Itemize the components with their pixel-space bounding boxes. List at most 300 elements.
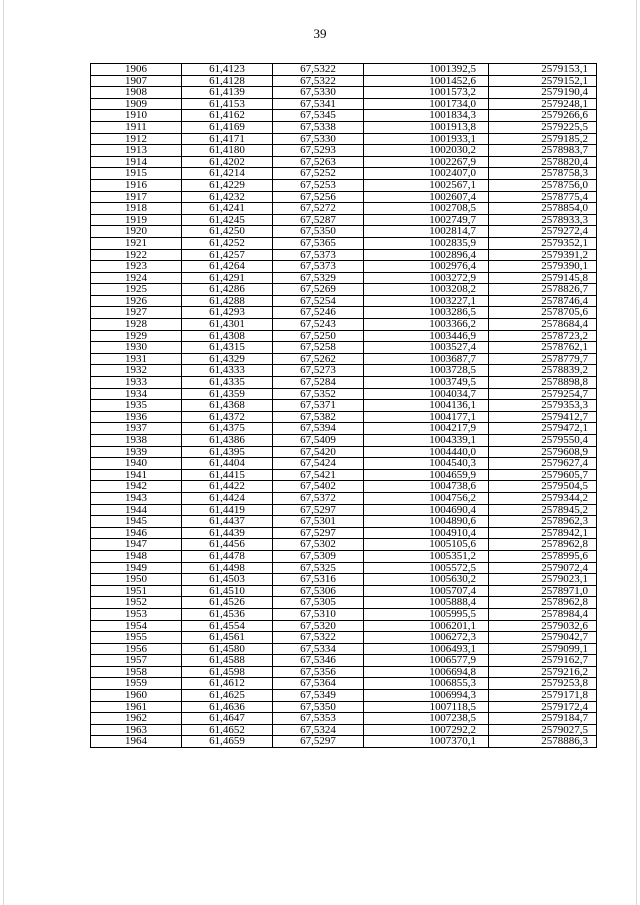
table-row: [91, 446, 597, 458]
x-coordinate-cell: 1004540,3: [364, 458, 489, 470]
x-coordinate-cell: 1003227,1: [364, 295, 489, 307]
x-coordinate-cell: 1005351,2: [364, 550, 489, 562]
point-number-cell: 1922: [91, 249, 182, 261]
longitude-cell: 67,5394: [273, 423, 364, 435]
y-coordinate-cell: 2579627,4: [489, 458, 597, 470]
x-coordinate-cell: 1007118,5: [364, 701, 489, 713]
table-row: [91, 562, 597, 574]
table-row: [91, 608, 597, 620]
point-number-cell: 1919: [91, 214, 182, 226]
x-coordinate-cell: 1003728,5: [364, 365, 489, 377]
longitude-cell: 67,5309: [273, 550, 364, 562]
longitude-cell: 67,5341: [273, 98, 364, 110]
y-coordinate-cell: 2578945,2: [489, 504, 597, 516]
latitude-cell: 61,4580: [182, 643, 273, 655]
longitude-cell: 67,5322: [273, 75, 364, 87]
table-row: [91, 492, 597, 504]
y-coordinate-cell: 2579152,1: [489, 75, 597, 87]
longitude-cell: 67,5254: [273, 295, 364, 307]
x-coordinate-cell: 1001452,6: [364, 75, 489, 87]
point-number-cell: 1927: [91, 307, 182, 319]
point-number-cell: 1953: [91, 608, 182, 620]
table-row: [91, 632, 597, 644]
x-coordinate-cell: 1006272,3: [364, 632, 489, 644]
longitude-cell: 67,5330: [273, 87, 364, 99]
point-number-cell: 1908: [91, 87, 182, 99]
x-coordinate-cell: 1003527,4: [364, 342, 489, 354]
latitude-cell: 61,4315: [182, 342, 273, 354]
latitude-cell: 61,4498: [182, 562, 273, 574]
point-number-cell: 1918: [91, 203, 182, 215]
y-coordinate-cell: 2578723,2: [489, 330, 597, 342]
x-coordinate-cell: 1002267,9: [364, 156, 489, 168]
longitude-cell: 67,5253: [273, 179, 364, 191]
table-row: [91, 620, 597, 632]
y-coordinate-cell: 2579352,1: [489, 237, 597, 249]
y-coordinate-cell: 2578962,8: [489, 539, 597, 551]
y-coordinate-cell: 2579353,3: [489, 400, 597, 412]
y-coordinate-cell: 2578962,3: [489, 516, 597, 528]
longitude-cell: 67,5243: [273, 319, 364, 331]
y-coordinate-cell: 2578762,1: [489, 342, 597, 354]
point-number-cell: 1929: [91, 330, 182, 342]
latitude-cell: 61,4561: [182, 632, 273, 644]
latitude-cell: 61,4171: [182, 133, 273, 145]
point-number-cell: 1954: [91, 620, 182, 632]
longitude-cell: 67,5297: [273, 504, 364, 516]
longitude-cell: 67,5324: [273, 724, 364, 736]
y-coordinate-cell: 2579032,6: [489, 620, 597, 632]
table-row: [91, 319, 597, 331]
y-coordinate-cell: 2579225,5: [489, 121, 597, 133]
table-row: [91, 377, 597, 389]
longitude-cell: 67,5320: [273, 620, 364, 632]
x-coordinate-cell: 1002708,5: [364, 203, 489, 215]
longitude-cell: 67,5352: [273, 388, 364, 400]
point-number-cell: 1940: [91, 458, 182, 470]
table-row: [91, 527, 597, 539]
latitude-cell: 61,4286: [182, 284, 273, 296]
x-coordinate-cell: 1004177,1: [364, 411, 489, 423]
y-coordinate-cell: 2579344,2: [489, 492, 597, 504]
y-coordinate-cell: 2579027,5: [489, 724, 597, 736]
longitude-cell: 67,5250: [273, 330, 364, 342]
x-coordinate-cell: 1005888,4: [364, 597, 489, 609]
y-coordinate-cell: 2578995,6: [489, 550, 597, 562]
table-row: [91, 64, 597, 76]
latitude-cell: 61,4372: [182, 411, 273, 423]
x-coordinate-cell: 1001933,1: [364, 133, 489, 145]
coordinates-table-container: [90, 63, 589, 748]
x-coordinate-cell: 1007370,1: [364, 736, 489, 748]
x-coordinate-cell: 1005630,2: [364, 574, 489, 586]
latitude-cell: 61,4368: [182, 400, 273, 412]
y-coordinate-cell: 2579272,4: [489, 226, 597, 238]
x-coordinate-cell: 1006694,8: [364, 666, 489, 678]
table-row: [91, 690, 597, 702]
y-coordinate-cell: 2579550,4: [489, 435, 597, 447]
table-row: [91, 168, 597, 180]
latitude-cell: 61,4437: [182, 516, 273, 528]
x-coordinate-cell: 1005105,6: [364, 539, 489, 551]
y-coordinate-cell: 2578898,8: [489, 377, 597, 389]
table-row: [91, 655, 597, 667]
y-coordinate-cell: 2578758,3: [489, 168, 597, 180]
point-number-cell: 1958: [91, 666, 182, 678]
table-row: [91, 307, 597, 319]
point-number-cell: 1945: [91, 516, 182, 528]
latitude-cell: 61,4291: [182, 272, 273, 284]
x-coordinate-cell: 1005572,5: [364, 562, 489, 574]
table-row: [91, 295, 597, 307]
y-coordinate-cell: 2579504,5: [489, 481, 597, 493]
point-number-cell: 1948: [91, 550, 182, 562]
table-row: [91, 261, 597, 273]
y-coordinate-cell: 2579390,1: [489, 261, 597, 273]
x-coordinate-cell: 1001734,0: [364, 98, 489, 110]
y-coordinate-cell: 2579253,8: [489, 678, 597, 690]
x-coordinate-cell: 1006577,9: [364, 655, 489, 667]
x-coordinate-cell: 1006201,1: [364, 620, 489, 632]
latitude-cell: 61,4139: [182, 87, 273, 99]
y-coordinate-cell: 2578756,0: [489, 179, 597, 191]
page-edge-right: [636, 0, 637, 905]
longitude-cell: 67,5306: [273, 585, 364, 597]
x-coordinate-cell: 1005995,5: [364, 608, 489, 620]
table-row: [91, 435, 597, 447]
point-number-cell: 1938: [91, 435, 182, 447]
table-body: [91, 64, 597, 748]
latitude-cell: 61,4169: [182, 121, 273, 133]
y-coordinate-cell: 2579254,7: [489, 388, 597, 400]
point-number-cell: 1959: [91, 678, 182, 690]
y-coordinate-cell: 2578779,7: [489, 353, 597, 365]
latitude-cell: 61,4503: [182, 574, 273, 586]
table-row: [91, 469, 597, 481]
point-number-cell: 1944: [91, 504, 182, 516]
latitude-cell: 61,4333: [182, 365, 273, 377]
table-row: [91, 98, 597, 110]
y-coordinate-cell: 2579072,4: [489, 562, 597, 574]
table-row: [91, 411, 597, 423]
point-number-cell: 1937: [91, 423, 182, 435]
y-coordinate-cell: 2579145,8: [489, 272, 597, 284]
y-coordinate-cell: 2579184,7: [489, 713, 597, 725]
y-coordinate-cell: 2578854,0: [489, 203, 597, 215]
table-row: [91, 585, 597, 597]
latitude-cell: 61,4424: [182, 492, 273, 504]
longitude-cell: 67,5287: [273, 214, 364, 226]
x-coordinate-cell: 1001573,2: [364, 87, 489, 99]
x-coordinate-cell: 1003446,9: [364, 330, 489, 342]
longitude-cell: 67,5334: [273, 643, 364, 655]
latitude-cell: 61,4229: [182, 179, 273, 191]
table-row: [91, 539, 597, 551]
point-number-cell: 1956: [91, 643, 182, 655]
longitude-cell: 67,5305: [273, 597, 364, 609]
point-number-cell: 1925: [91, 284, 182, 296]
table-row: [91, 550, 597, 562]
latitude-cell: 61,4250: [182, 226, 273, 238]
y-coordinate-cell: 2579216,2: [489, 666, 597, 678]
point-number-cell: 1961: [91, 701, 182, 713]
longitude-cell: 67,5256: [273, 191, 364, 203]
latitude-cell: 61,4456: [182, 539, 273, 551]
longitude-cell: 67,5316: [273, 574, 364, 586]
longitude-cell: 67,5269: [273, 284, 364, 296]
point-number-cell: 1916: [91, 179, 182, 191]
latitude-cell: 61,4252: [182, 237, 273, 249]
latitude-cell: 61,4153: [182, 98, 273, 110]
longitude-cell: 67,5330: [273, 133, 364, 145]
latitude-cell: 61,4293: [182, 307, 273, 319]
longitude-cell: 67,5371: [273, 400, 364, 412]
y-coordinate-cell: 2578933,3: [489, 214, 597, 226]
y-coordinate-cell: 2578826,7: [489, 284, 597, 296]
table-row: [91, 504, 597, 516]
longitude-cell: 67,5310: [273, 608, 364, 620]
point-number-cell: 1932: [91, 365, 182, 377]
latitude-cell: 61,4536: [182, 608, 273, 620]
x-coordinate-cell: 1006855,3: [364, 678, 489, 690]
y-coordinate-cell: 2579153,1: [489, 64, 597, 76]
longitude-cell: 67,5301: [273, 516, 364, 528]
point-number-cell: 1928: [91, 319, 182, 331]
latitude-cell: 61,4659: [182, 736, 273, 748]
x-coordinate-cell: 1004690,4: [364, 504, 489, 516]
latitude-cell: 61,4180: [182, 145, 273, 157]
longitude-cell: 67,5322: [273, 64, 364, 76]
table-row: [91, 179, 597, 191]
x-coordinate-cell: 1004756,2: [364, 492, 489, 504]
x-coordinate-cell: 1004659,9: [364, 469, 489, 481]
latitude-cell: 61,4625: [182, 690, 273, 702]
latitude-cell: 61,4652: [182, 724, 273, 736]
y-coordinate-cell: 2579042,7: [489, 632, 597, 644]
table-row: [91, 342, 597, 354]
table-row: [91, 87, 597, 99]
latitude-cell: 61,4526: [182, 597, 273, 609]
x-coordinate-cell: 1004217,9: [364, 423, 489, 435]
latitude-cell: 61,4375: [182, 423, 273, 435]
table-row: [91, 400, 597, 412]
table-row: [91, 574, 597, 586]
latitude-cell: 61,4245: [182, 214, 273, 226]
latitude-cell: 61,4386: [182, 435, 273, 447]
point-number-cell: 1957: [91, 655, 182, 667]
point-number-cell: 1942: [91, 481, 182, 493]
table-row: [91, 365, 597, 377]
x-coordinate-cell: 1003208,2: [364, 284, 489, 296]
y-coordinate-cell: 2578839,2: [489, 365, 597, 377]
latitude-cell: 61,4419: [182, 504, 273, 516]
point-number-cell: 1933: [91, 377, 182, 389]
y-coordinate-cell: 2579162,7: [489, 655, 597, 667]
y-coordinate-cell: 2579190,4: [489, 87, 597, 99]
longitude-cell: 67,5293: [273, 145, 364, 157]
point-number-cell: 1950: [91, 574, 182, 586]
longitude-cell: 67,5409: [273, 435, 364, 447]
x-coordinate-cell: 1002030,2: [364, 145, 489, 157]
table-row: [91, 678, 597, 690]
latitude-cell: 61,4241: [182, 203, 273, 215]
longitude-cell: 67,5349: [273, 690, 364, 702]
point-number-cell: 1964: [91, 736, 182, 748]
table-row: [91, 75, 597, 87]
longitude-cell: 67,5302: [273, 539, 364, 551]
y-coordinate-cell: 2578705,6: [489, 307, 597, 319]
x-coordinate-cell: 1002407,0: [364, 168, 489, 180]
y-coordinate-cell: 2578684,4: [489, 319, 597, 331]
latitude-cell: 61,4214: [182, 168, 273, 180]
x-coordinate-cell: 1007292,2: [364, 724, 489, 736]
longitude-cell: 67,5420: [273, 446, 364, 458]
latitude-cell: 61,4598: [182, 666, 273, 678]
table-row: [91, 214, 597, 226]
x-coordinate-cell: 1002607,4: [364, 191, 489, 203]
y-coordinate-cell: 2579023,1: [489, 574, 597, 586]
longitude-cell: 67,5246: [273, 307, 364, 319]
longitude-cell: 67,5338: [273, 121, 364, 133]
longitude-cell: 67,5373: [273, 261, 364, 273]
x-coordinate-cell: 1002567,1: [364, 179, 489, 191]
point-number-cell: 1934: [91, 388, 182, 400]
point-number-cell: 1941: [91, 469, 182, 481]
x-coordinate-cell: 1004339,1: [364, 435, 489, 447]
x-coordinate-cell: 1004136,1: [364, 400, 489, 412]
table-row: [91, 133, 597, 145]
x-coordinate-cell: 1003749,5: [364, 377, 489, 389]
latitude-cell: 61,4264: [182, 261, 273, 273]
point-number-cell: 1911: [91, 121, 182, 133]
x-coordinate-cell: 1004738,6: [364, 481, 489, 493]
longitude-cell: 67,5297: [273, 527, 364, 539]
longitude-cell: 67,5272: [273, 203, 364, 215]
point-number-cell: 1962: [91, 713, 182, 725]
longitude-cell: 67,5258: [273, 342, 364, 354]
page-edge-left: [3, 0, 4, 905]
table-row: [91, 156, 597, 168]
table-row: [91, 226, 597, 238]
y-coordinate-cell: 2579248,1: [489, 98, 597, 110]
table-row: [91, 284, 597, 296]
y-coordinate-cell: 2578820,4: [489, 156, 597, 168]
point-number-cell: 1930: [91, 342, 182, 354]
table-row: [91, 388, 597, 400]
x-coordinate-cell: 1002976,4: [364, 261, 489, 273]
latitude-cell: 61,4612: [182, 678, 273, 690]
x-coordinate-cell: 1003366,2: [364, 319, 489, 331]
point-number-cell: 1910: [91, 110, 182, 122]
latitude-cell: 61,4478: [182, 550, 273, 562]
table-row: [91, 701, 597, 713]
longitude-cell: 67,5252: [273, 168, 364, 180]
y-coordinate-cell: 2579608,9: [489, 446, 597, 458]
latitude-cell: 61,4415: [182, 469, 273, 481]
longitude-cell: 67,5364: [273, 678, 364, 690]
point-number-cell: 1963: [91, 724, 182, 736]
longitude-cell: 67,5350: [273, 701, 364, 713]
latitude-cell: 61,4510: [182, 585, 273, 597]
latitude-cell: 61,4395: [182, 446, 273, 458]
longitude-cell: 67,5262: [273, 353, 364, 365]
y-coordinate-cell: 2579391,2: [489, 249, 597, 261]
y-coordinate-cell: 2579172,4: [489, 701, 597, 713]
longitude-cell: 67,5402: [273, 481, 364, 493]
y-coordinate-cell: 2579472,1: [489, 423, 597, 435]
latitude-cell: 61,4422: [182, 481, 273, 493]
table-row: [91, 713, 597, 725]
longitude-cell: 67,5345: [273, 110, 364, 122]
point-number-cell: 1936: [91, 411, 182, 423]
latitude-cell: 61,4257: [182, 249, 273, 261]
point-number-cell: 1906: [91, 64, 182, 76]
table-row: [91, 145, 597, 157]
latitude-cell: 61,4308: [182, 330, 273, 342]
point-number-cell: 1952: [91, 597, 182, 609]
point-number-cell: 1955: [91, 632, 182, 644]
y-coordinate-cell: 2579266,6: [489, 110, 597, 122]
longitude-cell: 67,5273: [273, 365, 364, 377]
latitude-cell: 61,4439: [182, 527, 273, 539]
longitude-cell: 67,5263: [273, 156, 364, 168]
longitude-cell: 67,5284: [273, 377, 364, 389]
latitude-cell: 61,4329: [182, 353, 273, 365]
point-number-cell: 1960: [91, 690, 182, 702]
y-coordinate-cell: 2578942,1: [489, 527, 597, 539]
table-row: [91, 272, 597, 284]
x-coordinate-cell: 1001392,5: [364, 64, 489, 76]
y-coordinate-cell: 2578775,4: [489, 191, 597, 203]
table-row: [91, 736, 597, 748]
x-coordinate-cell: 1004034,7: [364, 388, 489, 400]
latitude-cell: 61,4636: [182, 701, 273, 713]
point-number-cell: 1949: [91, 562, 182, 574]
latitude-cell: 61,4288: [182, 295, 273, 307]
point-number-cell: 1913: [91, 145, 182, 157]
table-row: [91, 481, 597, 493]
longitude-cell: 67,5421: [273, 469, 364, 481]
table-row: [91, 666, 597, 678]
latitude-cell: 61,4128: [182, 75, 273, 87]
x-coordinate-cell: 1002814,7: [364, 226, 489, 238]
point-number-cell: 1923: [91, 261, 182, 273]
x-coordinate-cell: 1002896,4: [364, 249, 489, 261]
point-number-cell: 1931: [91, 353, 182, 365]
y-coordinate-cell: 2578983,7: [489, 145, 597, 157]
x-coordinate-cell: 1003286,5: [364, 307, 489, 319]
point-number-cell: 1943: [91, 492, 182, 504]
x-coordinate-cell: 1006493,1: [364, 643, 489, 655]
longitude-cell: 67,5346: [273, 655, 364, 667]
point-number-cell: 1924: [91, 272, 182, 284]
y-coordinate-cell: 2578984,4: [489, 608, 597, 620]
longitude-cell: 67,5373: [273, 249, 364, 261]
y-coordinate-cell: 2579605,7: [489, 469, 597, 481]
y-coordinate-cell: 2579099,1: [489, 643, 597, 655]
longitude-cell: 67,5372: [273, 492, 364, 504]
x-coordinate-cell: 1003272,9: [364, 272, 489, 284]
y-coordinate-cell: 2578886,3: [489, 736, 597, 748]
y-coordinate-cell: 2579412,7: [489, 411, 597, 423]
latitude-cell: 61,4647: [182, 713, 273, 725]
table-row: [91, 423, 597, 435]
point-number-cell: 1912: [91, 133, 182, 145]
longitude-cell: 67,5356: [273, 666, 364, 678]
longitude-cell: 67,5382: [273, 411, 364, 423]
longitude-cell: 67,5329: [273, 272, 364, 284]
page-number: 39: [313, 26, 327, 41]
